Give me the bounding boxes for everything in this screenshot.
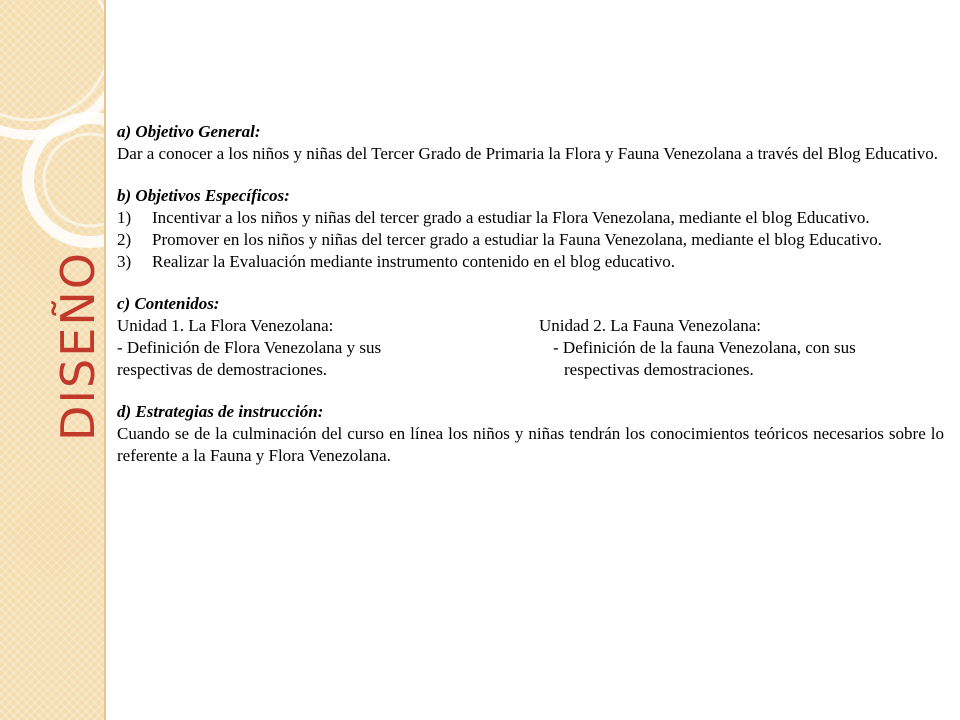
unit-2-line-2: respectivas demostraciones. — [564, 360, 754, 379]
units-columns — [117, 315, 944, 381]
unit-1-title: Unidad 1. La Flora Venezolana: — [117, 316, 334, 335]
general-objective-heading: a) Objetivo General: — [117, 122, 261, 141]
list-item: 2) Promover en los niños y niñas del tercer grado a estudiar la Fauna Venezolana, mediante el blog Educativo. — [117, 230, 882, 249]
strategies-heading: d) Estrategias de instrucción: — [117, 402, 324, 421]
unit-1-line-1: - Definición de Flora Venezolana y sus — [117, 338, 382, 357]
strategies-text: Cuando se de la culminación del curso en línea los niños y niñas tendrán los conocimientos teóricos necesarios sobre lo referente a la Fauna y Flora Venezolana. — [117, 424, 944, 465]
specific-objectives-list — [117, 207, 944, 273]
unit-2 — [539, 315, 944, 381]
list-item: 1) Incentivar a los niños y niñas del tercer grado a estudiar la Flora Venezolana, mediante el blog Educativo. — [117, 208, 870, 227]
specific-objectives-heading: b) Objetivos Específicos: — [117, 186, 290, 205]
list-item: 3) Realizar la Evaluación mediante instrumento contenido en el blog educativo. — [117, 252, 676, 271]
unit-1-line-2: respectivas de demostraciones. — [117, 360, 328, 379]
general-objective-text: Dar a conocer a los niños y niñas del Tercer Grado de Primaria la Flora y Fauna Venezolana a través del Blog Educativo. — [117, 144, 938, 163]
unit-2-line-1: - Definición de la fauna Venezolana, con sus — [553, 338, 856, 357]
slide-content — [117, 121, 944, 467]
slide-title: DISEÑO — [51, 251, 105, 441]
contents-heading: c) Contenidos: — [117, 294, 220, 313]
unit-2-title: Unidad 2. La Fauna Venezolana: — [539, 316, 762, 335]
unit-1 — [117, 315, 492, 381]
